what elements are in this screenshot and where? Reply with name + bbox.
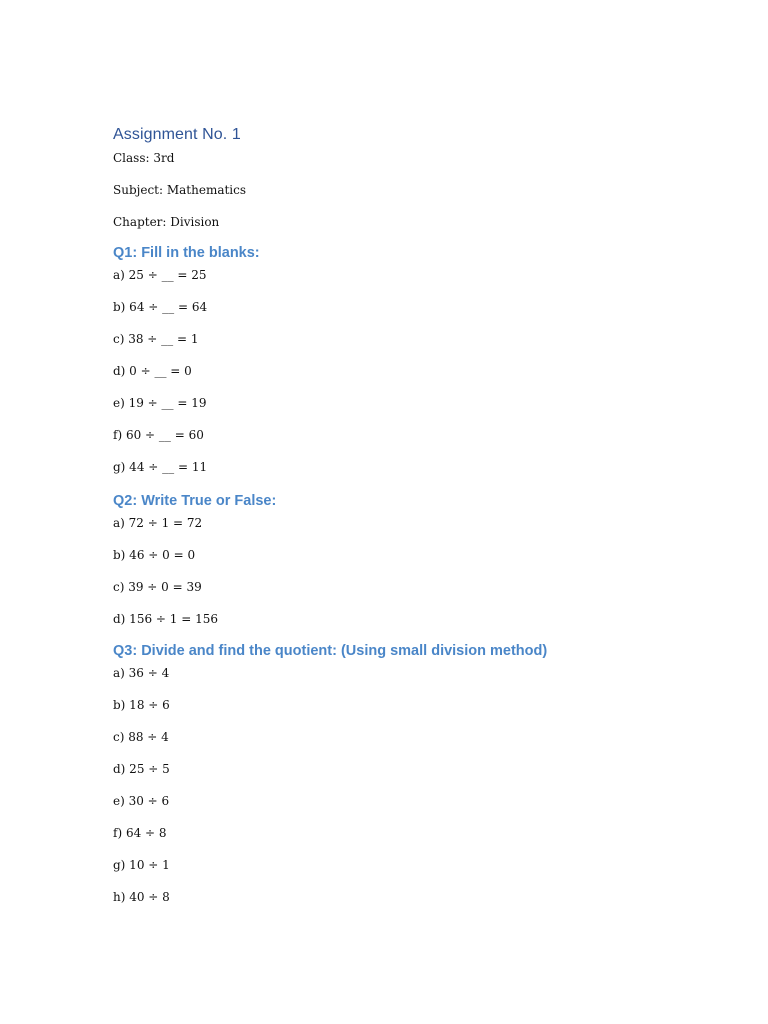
q2-item: a) 72 ÷ 1 = 72	[113, 516, 203, 530]
q3-item: c) 88 ÷ 4	[113, 730, 169, 744]
chapter-line: Chapter: Division	[113, 215, 220, 229]
q3-item: b) 18 ÷ 6	[113, 698, 170, 712]
q1-item: g) 44 ÷ __ = 11	[113, 460, 208, 474]
q1-item: b) 64 ÷ __ = 64	[113, 300, 208, 314]
subject-line: Subject: Mathematics	[113, 183, 247, 197]
q2-heading: Q2: Write True or False:	[113, 493, 277, 509]
q3-item: e) 30 ÷ 6	[113, 794, 170, 808]
assignment-title: Assignment No. 1	[113, 126, 241, 143]
q1-heading: Q1: Fill in the blanks:	[113, 245, 260, 261]
q1-item: d) 0 ÷ __ = 0	[113, 364, 192, 378]
q3-list	[113, 662, 673, 912]
q3-item: a) 36 ÷ 4	[113, 666, 170, 680]
q1-item: e) 19 ÷ __ = 19	[113, 396, 207, 410]
q2-list	[113, 512, 673, 640]
class-line: Class: 3rd	[113, 151, 175, 165]
q2-item: d) 156 ÷ 1 = 156	[113, 612, 218, 626]
q2-item: c) 39 ÷ 0 = 39	[113, 580, 202, 594]
q2-item: b) 46 ÷ 0 = 0	[113, 548, 196, 562]
document-body	[113, 124, 673, 912]
q3-heading: Q3: Divide and find the quotient: (Using small division method)	[113, 643, 548, 659]
q3-item: f) 64 ÷ 8	[113, 826, 167, 840]
q3-item: g) 10 ÷ 1	[113, 858, 170, 872]
q3-item: h) 40 ÷ 8	[113, 890, 170, 904]
q1-item: c) 38 ÷ __ = 1	[113, 332, 199, 346]
q1-item: a) 25 ÷ __ = 25	[113, 268, 207, 282]
q3-item: d) 25 ÷ 5	[113, 762, 170, 776]
q1-list	[113, 264, 673, 488]
q1-item: f) 60 ÷ __ = 60	[113, 428, 204, 442]
